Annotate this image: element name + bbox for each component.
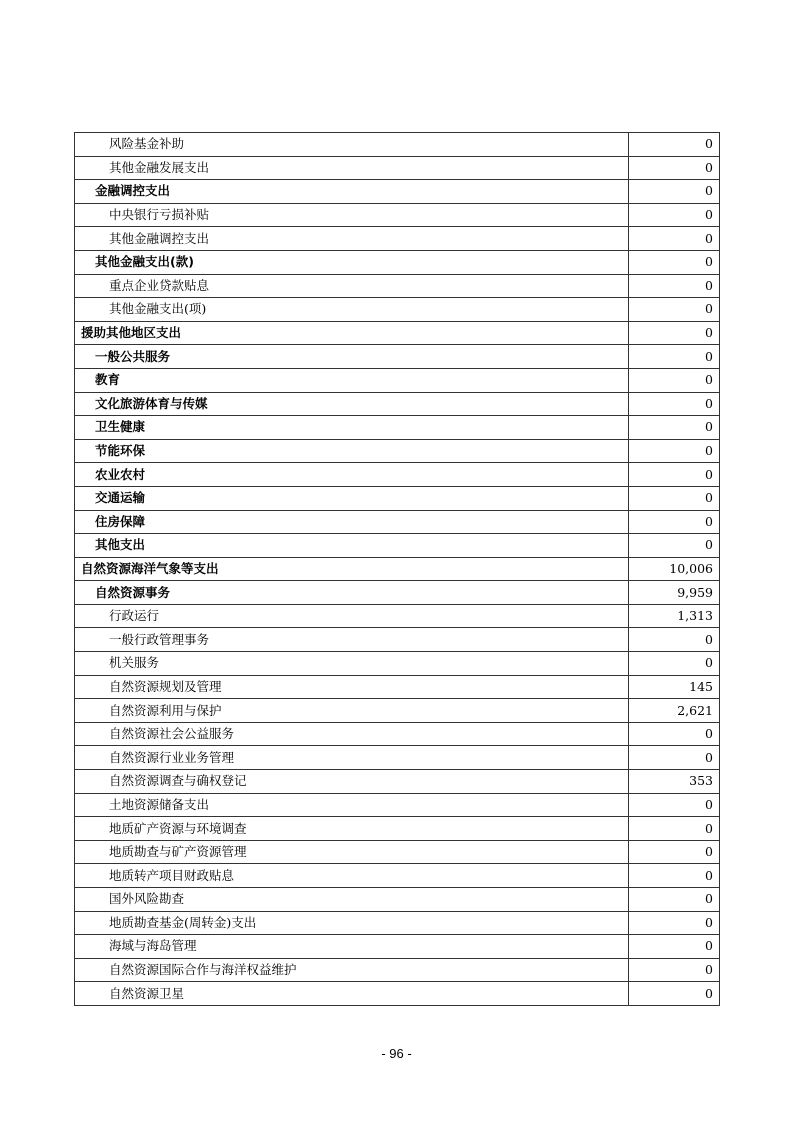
row-value: 0	[629, 888, 720, 912]
table-row	[75, 604, 720, 628]
row-value: 10,006	[629, 557, 720, 581]
row-value: 0	[629, 416, 720, 440]
row-name: 自然资源规划及管理	[75, 675, 629, 699]
table-row	[75, 321, 720, 345]
table-row	[75, 675, 720, 699]
table-row	[75, 840, 720, 864]
row-name: 自然资源行业业务管理	[75, 746, 629, 770]
table-row	[75, 817, 720, 841]
row-value: 0	[629, 156, 720, 180]
row-name: 地质勘查与矿产资源管理	[75, 840, 629, 864]
row-value: 0	[629, 817, 720, 841]
row-value: 0	[629, 722, 720, 746]
row-name: 地质勘查基金(周转金)支出	[75, 911, 629, 935]
row-name: 自然资源利用与保护	[75, 699, 629, 723]
row-name: 其他金融调控支出	[75, 227, 629, 251]
table-row	[75, 227, 720, 251]
table-row	[75, 510, 720, 534]
row-value: 0	[629, 935, 720, 959]
row-name: 国外风险勘查	[75, 888, 629, 912]
table-row	[75, 180, 720, 204]
table-row	[75, 534, 720, 558]
row-name: 一般行政管理事务	[75, 628, 629, 652]
table-row	[75, 864, 720, 888]
table-row	[75, 557, 720, 581]
table-row	[75, 722, 720, 746]
table-row	[75, 298, 720, 322]
row-value: 145	[629, 675, 720, 699]
table-row	[75, 203, 720, 227]
row-value: 0	[629, 250, 720, 274]
row-value: 353	[629, 770, 720, 794]
row-name: 援助其他地区支出	[75, 321, 629, 345]
row-name: 其他金融发展支出	[75, 156, 629, 180]
table-row	[75, 392, 720, 416]
row-name: 重点企业贷款贴息	[75, 274, 629, 298]
table-row	[75, 628, 720, 652]
row-name: 风险基金补助	[75, 133, 629, 157]
row-value: 0	[629, 486, 720, 510]
table-row	[75, 935, 720, 959]
table-row	[75, 439, 720, 463]
table-row	[75, 133, 720, 157]
row-value: 0	[629, 982, 720, 1006]
row-value: 0	[629, 510, 720, 534]
row-value: 0	[629, 274, 720, 298]
row-name: 土地资源储备支出	[75, 793, 629, 817]
page-number: - 96 -	[381, 1046, 412, 1061]
row-name: 自然资源调查与确权登记	[75, 770, 629, 794]
table-row	[75, 416, 720, 440]
row-value: 9,959	[629, 581, 720, 605]
table-row	[75, 911, 720, 935]
row-name: 机关服务	[75, 652, 629, 676]
row-value: 0	[629, 180, 720, 204]
row-value: 0	[629, 628, 720, 652]
row-value: 0	[629, 392, 720, 416]
row-value: 0	[629, 321, 720, 345]
row-name: 住房保障	[75, 510, 629, 534]
row-name: 自然资源事务	[75, 581, 629, 605]
table-row	[75, 770, 720, 794]
row-value: 0	[629, 133, 720, 157]
row-name: 其他支出	[75, 534, 629, 558]
row-name: 教育	[75, 368, 629, 392]
row-value: 0	[629, 793, 720, 817]
row-name: 交通运输	[75, 486, 629, 510]
table-row	[75, 463, 720, 487]
row-name: 卫生健康	[75, 416, 629, 440]
row-value: 0	[629, 298, 720, 322]
table-row	[75, 746, 720, 770]
row-name: 自然资源卫星	[75, 982, 629, 1006]
row-value: 0	[629, 463, 720, 487]
budget-table-body	[75, 133, 720, 1006]
row-value: 0	[629, 746, 720, 770]
table-row	[75, 156, 720, 180]
table-row	[75, 982, 720, 1006]
row-name: 海域与海岛管理	[75, 935, 629, 959]
row-value: 0	[629, 368, 720, 392]
row-name: 行政运行	[75, 604, 629, 628]
row-name: 其他金融支出(款)	[75, 250, 629, 274]
row-name: 自然资源国际合作与海洋权益维护	[75, 958, 629, 982]
table-row	[75, 345, 720, 369]
row-name: 节能环保	[75, 439, 629, 463]
row-value: 0	[629, 652, 720, 676]
table-row	[75, 581, 720, 605]
table-row	[75, 699, 720, 723]
row-value: 0	[629, 958, 720, 982]
row-name: 文化旅游体育与传媒	[75, 392, 629, 416]
row-name: 自然资源海洋气象等支出	[75, 557, 629, 581]
row-name: 中央银行亏损补贴	[75, 203, 629, 227]
row-name: 地质矿产资源与环境调查	[75, 817, 629, 841]
table-row	[75, 958, 720, 982]
row-value: 1,313	[629, 604, 720, 628]
budget-table	[74, 132, 720, 1006]
row-value: 0	[629, 439, 720, 463]
row-name: 金融调控支出	[75, 180, 629, 204]
table-row	[75, 250, 720, 274]
row-name: 农业农村	[75, 463, 629, 487]
row-value: 0	[629, 840, 720, 864]
table-row	[75, 793, 720, 817]
row-name: 一般公共服务	[75, 345, 629, 369]
row-value: 0	[629, 203, 720, 227]
row-value: 0	[629, 911, 720, 935]
row-value: 2,621	[629, 699, 720, 723]
row-value: 0	[629, 345, 720, 369]
row-name: 其他金融支出(项)	[75, 298, 629, 322]
row-name: 自然资源社会公益服务	[75, 722, 629, 746]
table-row	[75, 274, 720, 298]
table-row	[75, 486, 720, 510]
table-row	[75, 888, 720, 912]
row-name: 地质转产项目财政贴息	[75, 864, 629, 888]
table-row	[75, 368, 720, 392]
row-value: 0	[629, 864, 720, 888]
table-row	[75, 652, 720, 676]
row-value: 0	[629, 534, 720, 558]
row-value: 0	[629, 227, 720, 251]
